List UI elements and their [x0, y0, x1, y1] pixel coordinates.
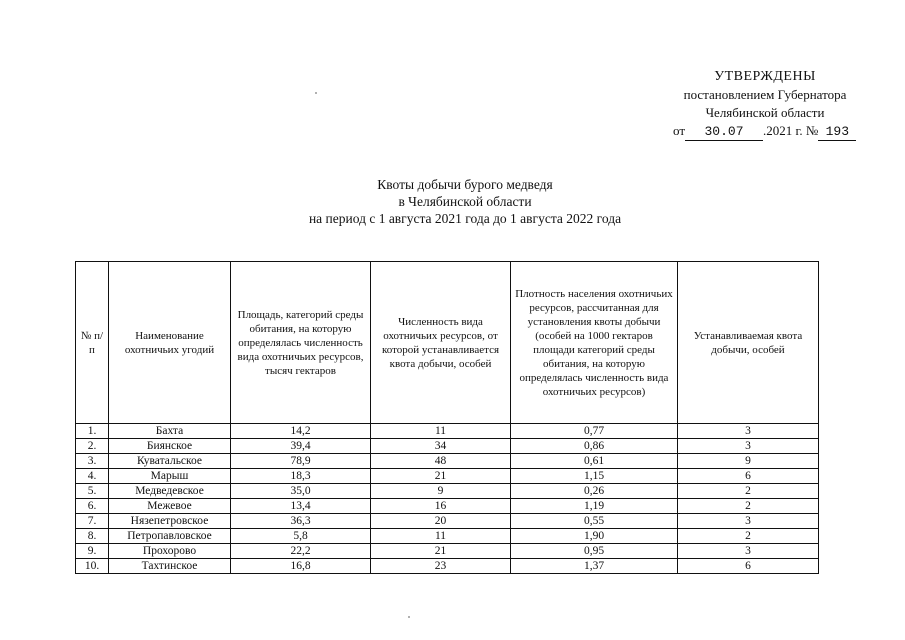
quota-value: 2 [678, 484, 819, 499]
hunting-ground-name: Куватальское [109, 454, 231, 469]
header-hunting-ground: Наименование охотничьих угодий [109, 262, 231, 424]
hunting-ground-name: Бахта [109, 424, 231, 439]
population-value: 21 [371, 469, 511, 484]
density-value: 1,90 [511, 529, 678, 544]
area-value: 13,4 [231, 499, 371, 514]
table-row [76, 544, 819, 559]
approval-from-label: от [673, 123, 686, 138]
quota-table [75, 261, 819, 574]
hunting-ground-name: Марыш [109, 469, 231, 484]
table-row [76, 439, 819, 454]
quota-value: 3 [678, 424, 819, 439]
approval-number: 193 [818, 124, 856, 141]
quota-value: 3 [678, 514, 819, 529]
table-row [76, 469, 819, 484]
density-value: 1,37 [511, 559, 678, 574]
heading-line-2: в Челябинской области [398, 194, 532, 209]
population-value: 20 [371, 514, 511, 529]
row-number: 4. [76, 469, 109, 484]
table-row [76, 514, 819, 529]
density-value: 1,15 [511, 469, 678, 484]
document-heading [240, 176, 690, 227]
approval-title: УТВЕРЖДЕНЫ [714, 69, 816, 84]
quota-value: 3 [678, 439, 819, 454]
hunting-ground-name: Межевое [109, 499, 231, 514]
population-value: 16 [371, 499, 511, 514]
table-row [76, 484, 819, 499]
density-value: 0,86 [511, 439, 678, 454]
area-value: 14,2 [231, 424, 371, 439]
quota-value: 3 [678, 544, 819, 559]
quota-value: 9 [678, 454, 819, 469]
area-value: 35,0 [231, 484, 371, 499]
heading-line-1: Квоты добычи бурого медведя [377, 177, 553, 192]
approval-line-1: постановлением Губернатора [683, 87, 847, 102]
row-number: 6. [76, 499, 109, 514]
hunting-ground-name: Петропавловское [109, 529, 231, 544]
table-row [76, 424, 819, 439]
population-value: 21 [371, 544, 511, 559]
header-area: Площадь, категорий среды обитания, на которую определялась численность вида охотничьих ресурсов, тысяч гектаров [231, 262, 371, 424]
row-number: 7. [76, 514, 109, 529]
density-value: 0,26 [511, 484, 678, 499]
area-value: 39,4 [231, 439, 371, 454]
table-header-row [76, 262, 819, 424]
hunting-ground-name: Биянское [109, 439, 231, 454]
approval-block [640, 68, 890, 141]
approval-date: 30.07 [685, 124, 763, 141]
quota-value: 2 [678, 499, 819, 514]
header-number: № п/п [76, 262, 109, 424]
density-value: 0,77 [511, 424, 678, 439]
table-row [76, 454, 819, 469]
area-value: 18,3 [231, 469, 371, 484]
population-value: 9 [371, 484, 511, 499]
scan-speck [408, 616, 410, 618]
row-number: 10. [76, 559, 109, 574]
row-number: 9. [76, 544, 109, 559]
approval-number-label: № [805, 123, 819, 138]
population-value: 23 [371, 559, 511, 574]
hunting-ground-name: Медведевское [109, 484, 231, 499]
area-value: 16,8 [231, 559, 371, 574]
population-value: 11 [371, 424, 511, 439]
area-value: 5,8 [231, 529, 371, 544]
header-density: Плотность населения охотничьих ресурсов, рассчитанная для установления квоты добычи (особей на 1000 гектаров площади категорий среды обитания, на которую определялась численность вида охотничьих ресурсов) [511, 262, 678, 424]
heading-line-3: на период с 1 августа 2021 года до 1 августа 2022 года [308, 211, 622, 226]
area-value: 36,3 [231, 514, 371, 529]
row-number: 2. [76, 439, 109, 454]
density-value: 0,95 [511, 544, 678, 559]
approval-date-line [640, 122, 890, 141]
table-row [76, 529, 819, 544]
row-number: 1. [76, 424, 109, 439]
hunting-ground-name: Нязепетровское [109, 514, 231, 529]
hunting-ground-name: Прохорово [109, 544, 231, 559]
scan-speck [315, 92, 317, 94]
table-row [76, 499, 819, 514]
area-value: 22,2 [231, 544, 371, 559]
population-value: 34 [371, 439, 511, 454]
header-quota: Устанавливаемая квота добычи, особей [678, 262, 819, 424]
row-number: 8. [76, 529, 109, 544]
row-number: 5. [76, 484, 109, 499]
hunting-ground-name: Тахтинское [109, 559, 231, 574]
quota-value: 6 [678, 469, 819, 484]
density-value: 0,61 [511, 454, 678, 469]
quota-value: 2 [678, 529, 819, 544]
population-value: 11 [371, 529, 511, 544]
density-value: 0,55 [511, 514, 678, 529]
approval-year: .2021 г. [763, 123, 803, 138]
quota-value: 6 [678, 559, 819, 574]
density-value: 1,19 [511, 499, 678, 514]
header-population: Численность вида охотничьих ресурсов, от которой устанавливается квота добычи, особей [371, 262, 511, 424]
row-number: 3. [76, 454, 109, 469]
area-value: 78,9 [231, 454, 371, 469]
population-value: 48 [371, 454, 511, 469]
approval-line-2: Челябинской области [705, 105, 825, 120]
table-row [76, 559, 819, 574]
